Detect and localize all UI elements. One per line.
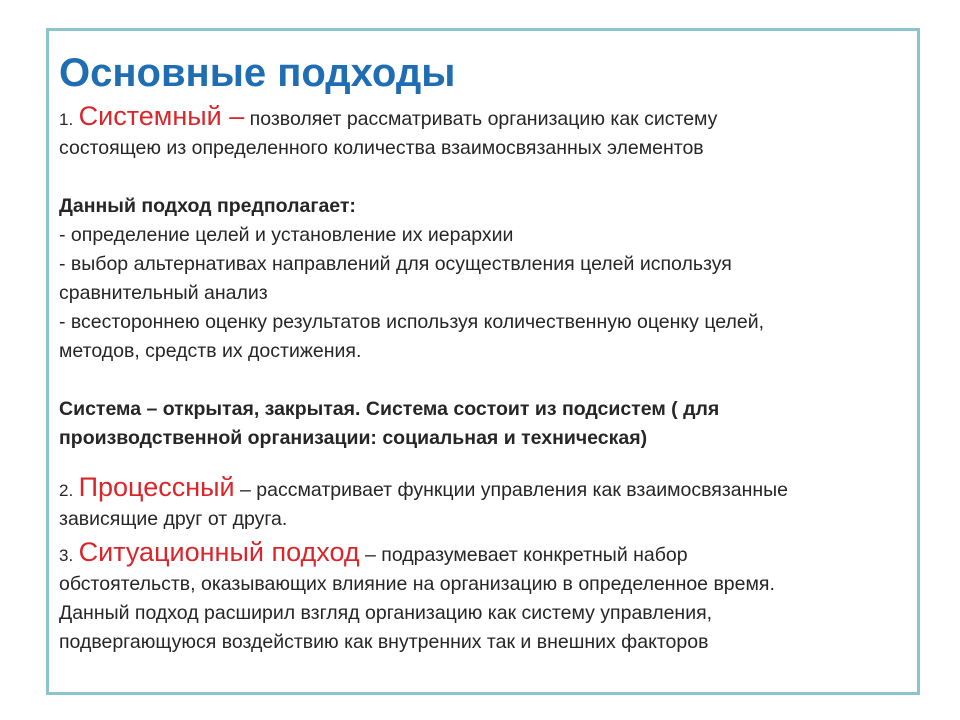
item-name: Системный –: [78, 101, 245, 131]
item-description-line: Данный подход расширил взгляд организацию как систему управления,: [59, 602, 713, 624]
item-description-line: зависящие друг от друга.: [59, 508, 288, 530]
approach-bullet-cont: сравнительный анализ: [59, 282, 268, 304]
item-process: [59, 473, 909, 505]
slide-title: Основные подходы: [59, 51, 456, 95]
system-statement: Система – открытая, закрытая. Система состоит из подсистем ( для: [59, 398, 720, 420]
item-description: позволяет рассматривать организацию как систему: [249, 108, 718, 130]
item-name: Ситуационный подход: [78, 537, 360, 567]
approach-bullet: - всестороннею оценку результатов используя количественную оценку целей,: [59, 311, 765, 333]
item-name: Процессный: [78, 472, 235, 502]
approach-bullet: - выбор альтернативах направлений для осуществления целей используя: [59, 253, 732, 275]
item-situational: [59, 538, 909, 570]
approach-bullet: - определение целей и установление их иерархии: [59, 224, 514, 246]
item-number: 3.: [59, 546, 74, 565]
approach-heading: Данный подход предполагает:: [59, 195, 356, 217]
item-description-line: состоящею из определенного количества взаимосвязанных элементов: [59, 137, 704, 159]
system-statement-cont: производственной организации: социальная и техническая): [59, 427, 648, 449]
item-systemic: [59, 102, 909, 134]
item-description: – рассматривает функции управления как взаимосвязанные: [240, 479, 788, 501]
item-number: 2.: [59, 481, 74, 500]
approach-bullet-cont: методов, средств их достижения.: [59, 340, 362, 362]
item-description-line: подвергающуюся воздействию как внутренних так и внешних факторов: [59, 631, 709, 653]
slide-content: [59, 48, 909, 657]
item-number: 1.: [59, 110, 74, 129]
item-description: – подразумевает конкретный набор: [365, 544, 688, 566]
item-description-line: обстоятельств, оказывающих влияние на организацию в определенное время.: [59, 573, 775, 595]
